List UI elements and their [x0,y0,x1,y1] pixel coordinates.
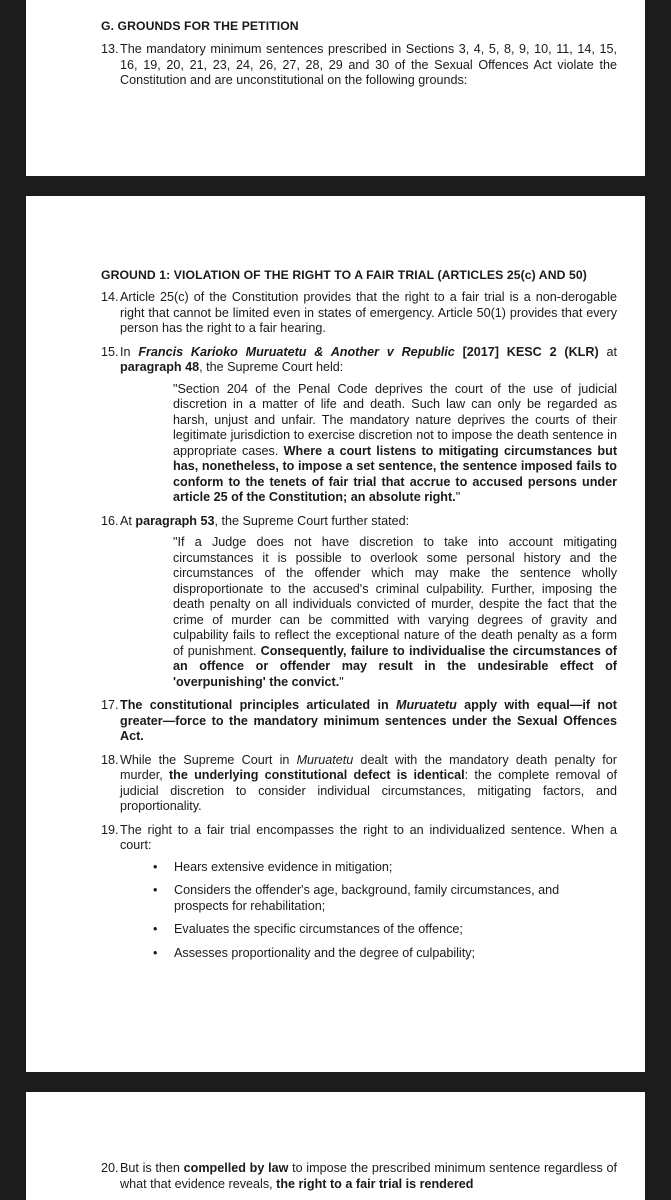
list-item [153,946,617,962]
section-heading-ground-1: GROUND 1: VIOLATION OF THE RIGHT TO A FAIR TRIAL (ARTICLES 25(c) AND 50) [101,268,587,282]
paragraph-number: 18. [101,752,119,767]
paragraph-text [120,1161,617,1192]
paragraph-19 [101,823,617,854]
bullet-icon: • [153,859,158,874]
document-page-3 [26,1092,645,1200]
quote-emphasis: Consequently, failure to individualise the circumstances of an offence or offender may result in the undesirable effect of 'overpunishing' the convict. [173,643,617,689]
quote-text: "If a Judge does not have discretion to take into account mitigating circumstances it is possible to overlook some personal history and the circumstances of the offender which may make the sentence wholly disproportionate to the accused's criminal culpability. Further, imposing the death penalty on all individuals convicted of murder, despite the fact that the crime of murder can be committed with varying degrees of gravity and culpability fails to reflect the exceptional nature of the death penalty as a form of punishment. [173,535,617,658]
bullet-list [101,860,617,962]
paragraph-text [120,753,617,815]
text-run: to impose the prescribed minimum sentence regardless of what that evidence reveals, [120,1161,617,1191]
text-run: apply with equal—if not greater—force to the mandatory minimum sentences under the Sexual Offences Act. [120,698,617,743]
text-run: : the complete removal of judicial discretion to consider individual circumstances, mitigating factors, and proportionality. [120,768,617,813]
list-item-text: Hears extensive evidence in mitigation; [174,859,393,874]
bullet-icon: • [153,922,158,936]
text-run: At [120,513,136,528]
text-emphasis: the underlying constitutional defect is identical [168,768,465,782]
paragraph-text [120,698,617,745]
paragraph-number: 14. [101,290,119,304]
paragraph-text [120,514,617,530]
text-run: at [598,344,617,359]
paragraph-20 [101,1161,617,1192]
case-short-name: Muruatetu [296,752,354,767]
case-citation: [2017] KESC 2 (KLR) [454,344,599,359]
list-item-text: Evaluates the specific circumstances of the offence; [174,922,463,936]
text-run: The constitutional principles articulated in [120,698,396,712]
paragraph-number: 16. [101,513,119,528]
quote-close: " [455,490,461,504]
paragraph-15 [101,345,617,376]
paragraph-number: 13. [101,42,119,56]
list-item-text: Considers the offender's age, background, family circumstances, and prospects for rehabilitation; [174,883,560,913]
list-item-text: Assesses proportionality and the degree of culpability; [174,945,476,960]
paragraph-text [120,345,617,376]
paragraph-17 [101,698,617,745]
paragraph-16 [101,514,617,530]
text-run: dealt with the mandatory death penalty for murder, [120,752,617,782]
list-item [153,883,617,914]
quote-emphasis: Where a court listens to mitigating circumstances but has, nonetheless, to impose a set sentence, the sentence imposed fails to conform to the tenets of fair trial that accrue to accused persons under article 25 of the Constitution; an absolute right. [173,443,618,504]
list-item [153,860,617,876]
document-page-1 [26,0,645,176]
paragraph-reference: paragraph 48 [120,360,200,374]
paragraph-13 [101,42,617,89]
text-emphasis: the right to a fair trial is rendered [276,1176,474,1191]
paragraph-text: The right to a fair trial encompasses the right to an individualized sentence. When a court: [120,822,617,852]
paragraph-reference: paragraph 53 [135,513,215,528]
quote-text: "Section 204 of the Penal Code deprives the court of the use of judicial discretion in a matter of life and death. Such law can only be regarded as harsh, unjust and unfair. The mandatory nature deprives the courts of their legitimate jurisdiction to exercise discretion not to impose the death sentence in appropriate cases. [173,381,617,458]
section-heading-grounds: G. GROUNDS FOR THE PETITION [101,19,299,33]
quote-close: " [339,674,344,689]
bullet-icon: • [153,883,158,897]
list-item [153,922,617,938]
paragraph-number: 20. [101,1161,119,1175]
document-page-2 [26,196,645,1072]
paragraph-number: 19. [101,822,119,837]
paragraph-14 [101,290,617,337]
paragraph-18 [101,753,617,815]
case-name: Francis Karioko Muruatetu & Another v Republic [138,344,455,359]
text-run: , the Supreme Court further stated: [214,513,410,528]
text-emphasis: compelled by law [183,1161,289,1175]
text-run: , the Supreme Court held: [199,360,344,374]
paragraph-text: The mandatory minimum sentences prescribed in Sections 3, 4, 5, 8, 9, 10, 11, 14, 15, 16, 19, 20, 21, 23, 24, 26, 27, 28, 29 and 30 of the Sexual Offences Act violate the Constitution and are unconstitutional on the following grounds: [120,42,617,87]
paragraph-number: 17. [101,698,119,712]
bullet-icon: • [153,945,158,960]
case-short-name: Muruatetu [395,698,457,712]
paragraph-number: 15. [101,344,119,359]
block-quote-para-48 [173,382,617,506]
block-quote-para-53 [173,535,617,690]
text-run: While the Supreme Court in [120,752,297,767]
text-run: In [120,344,139,359]
text-run: But is then [120,1161,184,1175]
paragraph-text: Article 25(c) of the Constitution provides that the right to a fair trial is a non-derogable right that cannot be limited even in states of emergency. Article 50(1) provides that every person has the right to a fair hearing. [120,290,617,335]
